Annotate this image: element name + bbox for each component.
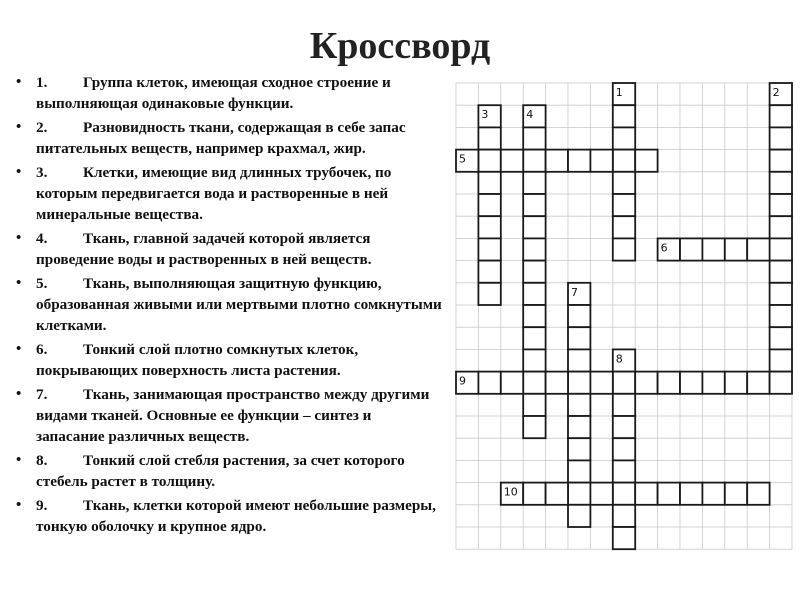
answer-cell[interactable] [523,372,545,394]
clue-number: 3. [36,164,48,181]
answer-cell[interactable] [478,216,500,238]
answer-cell[interactable] [747,372,769,394]
answer-cell[interactable] [590,483,612,505]
answer-cell[interactable] [613,372,635,394]
clue-number: 1. [36,74,48,91]
answer-cell[interactable] [523,194,545,216]
clue-text: Тонкий слой плотно сомкнутых клеток, покрывающих поверхность листа растения. [36,341,359,379]
answer-cell[interactable] [568,460,590,482]
clue-text: Ткань, главной задачей которой является проведение воды и растворенных в ней веществ. [36,230,372,268]
answer-cell[interactable] [523,261,545,283]
clue-number-label: 7 [571,285,578,299]
answer-cell[interactable] [680,238,702,260]
answer-cell[interactable] [613,238,635,260]
answer-cell[interactable] [770,305,792,327]
answer-cell[interactable] [613,483,635,505]
clue-item [14,273,442,336]
answer-cell[interactable] [478,261,500,283]
answer-cell[interactable] [568,416,590,438]
clue-number-label: 3 [481,108,489,122]
answer-cell[interactable] [478,194,500,216]
answer-cell[interactable] [770,349,792,371]
answer-cell[interactable] [725,483,747,505]
answer-cell[interactable] [635,372,657,394]
answer-cell[interactable] [635,483,657,505]
answer-cell[interactable] [546,483,568,505]
answer-cell[interactable] [770,327,792,349]
clue-number: 8. [36,452,48,469]
answer-cell[interactable] [770,238,792,260]
clue-text: Клетки, имеющие вид длинных трубочек, по которым передвигается вода и растворенные в ней минеральные вещества. [36,164,392,223]
answer-cell[interactable] [747,238,769,260]
answer-cell[interactable] [546,150,568,172]
clue-number-label: 6 [660,241,668,255]
clue-number-label: 9 [459,374,466,388]
clue-number: 5. [36,275,48,292]
clue-item [14,72,442,114]
answer-cell[interactable] [523,238,545,260]
answer-cell[interactable] [770,372,792,394]
answer-cell[interactable] [568,483,590,505]
clue-item [14,162,442,225]
answer-cell[interactable] [523,216,545,238]
answer-cell[interactable] [568,305,590,327]
clue-text: Разновидность ткани, содержащая в себе запас питательных веществ, например крахмал, жир. [36,119,406,157]
answer-cell[interactable] [770,105,792,127]
answer-cell[interactable] [680,372,702,394]
answer-cell[interactable] [523,172,545,194]
answer-cell[interactable] [478,172,500,194]
clue-number-label: 4 [526,108,534,122]
clue-number-label: 1 [615,86,623,99]
clue-list [14,72,442,540]
clue-item [14,450,442,492]
clue-number-label: 8 [615,352,623,366]
answer-cell[interactable] [501,150,523,172]
answer-cell[interactable] [523,349,545,371]
page-title: Кроссворд [309,25,491,67]
answer-cell[interactable] [568,372,590,394]
clue-item [14,117,442,159]
answer-cell[interactable] [613,194,635,216]
clue-number-label: 2 [772,86,780,99]
answer-cell[interactable] [658,483,680,505]
answer-cell[interactable] [613,416,635,438]
crossword-grid [455,82,793,551]
answer-cell[interactable] [613,527,635,549]
clue-item [14,495,442,537]
clue-item [14,228,442,270]
answer-cell[interactable] [702,238,724,260]
answer-cell[interactable] [590,150,612,172]
answer-cell[interactable] [568,327,590,349]
answer-cell[interactable] [613,150,635,172]
answer-cell[interactable] [613,505,635,527]
clue-number: 4. [36,230,48,247]
answer-cell[interactable] [613,127,635,149]
clue-text: Ткань, занимающая пространство между другими видами тканей. Основные ее функции – синтез и запасание различных веществ. [36,386,430,445]
answer-cell[interactable] [613,460,635,482]
answer-cell[interactable] [770,216,792,238]
clue-number: 9. [36,497,48,514]
answer-cell[interactable] [613,216,635,238]
answer-cell[interactable] [635,150,657,172]
answer-cell[interactable] [770,172,792,194]
answer-cell[interactable] [613,438,635,460]
clue-number: 7. [36,386,48,403]
answer-cell[interactable] [613,105,635,127]
answer-cell[interactable] [523,127,545,149]
clue-text: Ткань, выполняющая защитную функцию, образованная живыми или мертвыми плотно сомкнутыми клетками. [36,275,442,334]
clue-text: Тонкий слой стебля растения, за счет которого стебель растет в толщину. [36,452,405,490]
clue-number: 6. [36,341,48,358]
clue-text: Группа клеток, имеющая сходное строение и выполняющая одинаковые функции. [36,74,391,112]
answer-cells [456,83,792,549]
answer-cell[interactable] [702,483,724,505]
answer-cell[interactable] [770,150,792,172]
clue-text: Ткань, клетки которой имеют небольшие размеры, тонкую оболочку и крупное ядро. [36,497,436,535]
answer-cell[interactable] [501,372,523,394]
answer-cell[interactable] [613,172,635,194]
clue-number: 2. [36,119,48,136]
answer-cell[interactable] [568,349,590,371]
answer-cell[interactable] [478,372,500,394]
answer-cell[interactable] [523,483,545,505]
answer-cell[interactable] [568,150,590,172]
answer-cell[interactable] [680,483,702,505]
clue-item [14,384,442,447]
answer-cell[interactable] [523,150,545,172]
answer-cell[interactable] [613,394,635,416]
answer-cell[interactable] [568,505,590,527]
answer-cell[interactable] [523,327,545,349]
answer-cell[interactable] [478,238,500,260]
answer-cell[interactable] [747,483,769,505]
answer-cell[interactable] [478,127,500,149]
answer-cell[interactable] [523,394,545,416]
clue-item [14,339,442,381]
answer-cell[interactable] [702,372,724,394]
answer-cell[interactable] [523,416,545,438]
answer-cell[interactable] [568,438,590,460]
answer-cell[interactable] [523,283,545,305]
answer-cell[interactable] [590,372,612,394]
answer-cell[interactable] [770,261,792,283]
answer-cell[interactable] [770,127,792,149]
answer-cell[interactable] [770,194,792,216]
answer-cell[interactable] [478,283,500,305]
answer-cell[interactable] [725,238,747,260]
clue-number-label: 10 [503,485,518,499]
answer-cell[interactable] [658,372,680,394]
answer-cell[interactable] [546,372,568,394]
answer-cell[interactable] [568,394,590,416]
clue-number-label: 5 [459,152,466,166]
answer-cell[interactable] [523,305,545,327]
answer-cell[interactable] [725,372,747,394]
answer-cell[interactable] [770,283,792,305]
answer-cell[interactable] [478,150,500,172]
